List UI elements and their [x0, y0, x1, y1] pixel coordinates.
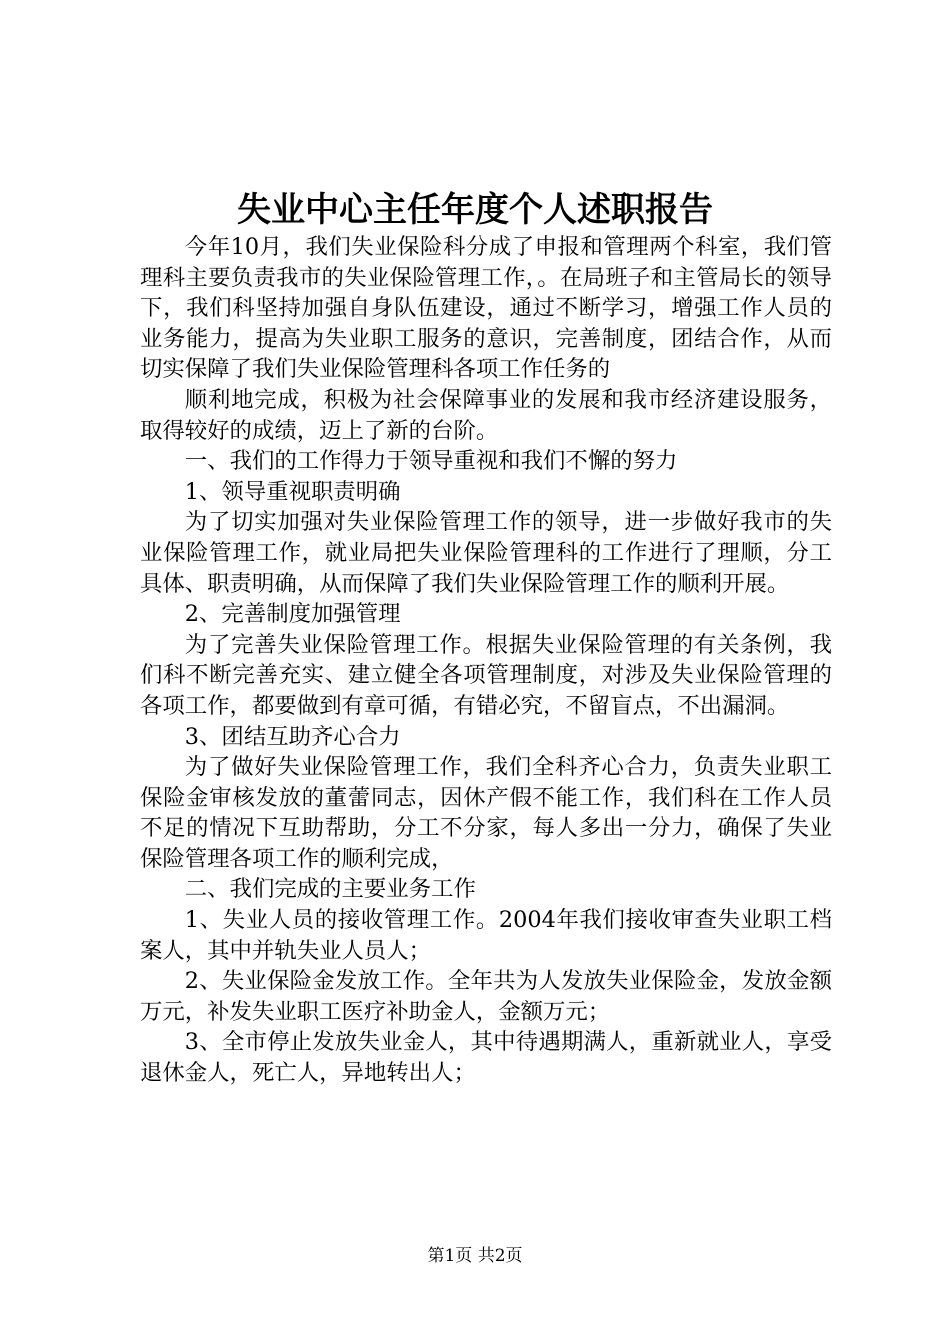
subheading-1-1: 1、领导重视职责明确	[184, 478, 401, 505]
section-heading-1: 一、我们的工作得力于领导重视和我们不懈的努力	[184, 448, 678, 475]
list-item-2-3: 3、全市停止发放失业金人，其中待遇期满人，重新就业人，享受退休金人，死亡人，异地转出人；	[140, 1029, 832, 1087]
document-body	[140, 232, 832, 1089]
list-item-2-2: 2、失业保险金发放工作。全年共为人发放失业保险金，发放金额万元，补发失业职工医疗补助金人，金额万元；	[140, 968, 832, 1025]
document-title: 失业中心主任年度个人述职报告	[237, 190, 713, 230]
paragraph-intro: 今年10月，我们失业保险科分成了申报和管理两个科室，我们管理科主要负责我市的失业保险管理工作，。在局班子和主管局长的领导下，我们科坚持加强自身队伍建设，通过不断学习，增强工作人员的业务能力，提高为失业职工服务的意识，完善制度，团结合作，从而切实保障了我们失业保险管理科各项工作任务的	[140, 234, 832, 383]
section-heading-2: 二、我们完成的主要业务工作	[184, 876, 476, 903]
subheading-1-2: 2、完善制度加强管理	[184, 601, 401, 628]
paragraph-1-2: 为了完善失业保险管理工作。根据失业保险管理的有关条例，我们科不断完善充实、建立健全各项管理制度，对涉及失业保险管理的各项工作，都要做到有章可循，有错必究，不留盲点，不出漏洞。	[140, 631, 832, 719]
subheading-1-3: 3、团结互助齐心合力	[184, 723, 401, 750]
paragraph-1-3: 为了做好失业保险管理工作，我们全科齐心合力，负责失业职工保险金审核发放的董蕾同志，因休产假不能工作，我们科在工作人员不足的情况下互助帮助，分工不分家，每人多出一分力，确保了失业保险管理各项工作的顺利完成，	[140, 754, 832, 872]
page-footer: 第1页 共2页	[427, 1246, 523, 1266]
paragraph-1-1: 为了切实加强对失业保险管理工作的领导，进一步做好我市的失业保险管理工作，就业局把失业保险管理科的工作进行了理顺，分工具体、职责明确，从而保障了我们失业保险管理工作的顺利开展。	[140, 509, 832, 597]
paragraph-intro-continued: 顺利地完成，积极为社会保障事业的发展和我市经济建设服务，取得较好的成绩，迈上了新的台阶。	[140, 386, 832, 444]
list-item-2-1: 1、失业人员的接收管理工作。2004年我们接收审查失业职工档案人，其中并轨失业人员人；	[140, 907, 832, 964]
